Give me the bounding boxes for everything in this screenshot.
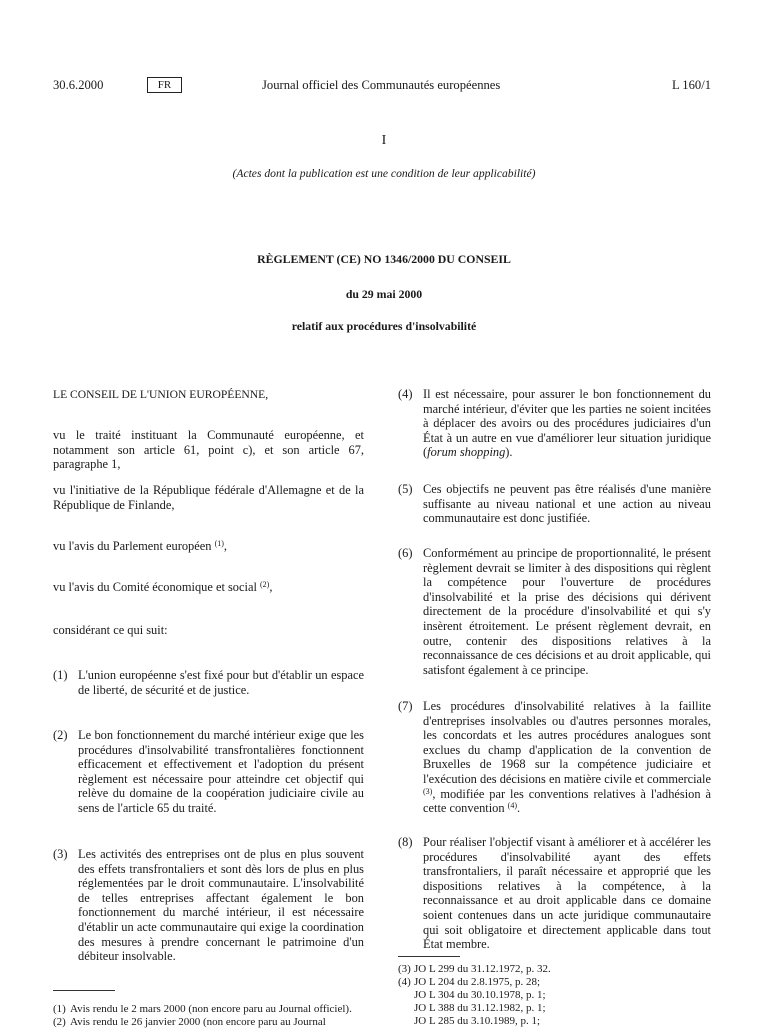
recital-7	[398, 699, 711, 817]
recital-text: Pour réaliser l'objectif visant à améliorer et à accélérer les procédures d'insolvabilité ayant des effets transfrontaliers, il paraît nécessaire et approprié que les dispositions relatives à la compétence, à la reconnaissance et au droit applicable dans ce domaine soient contenues dans un acte juridique communautaire qui soit obligatoire et directement applicable dans tout État membre.	[423, 835, 711, 952]
recital-text: Les activités des entreprises ont de plus en plus souvent des effets transfrontaliers et sont dès lors de plus en plus réglementées par le droit communautaire. L'insolvabilité de telles entreprises affectant également le bon fonctionnement du marché intérieur, il est nécessaire d'établir un acte communautaire qui exige la coordination des mesures à prendre concernant le patrimoine d'un débiteur insolvable.	[78, 847, 364, 964]
footnote-ref-1: (1)	[214, 539, 224, 548]
visa-ecosoc: vu l'avis du Comité économique et social $^{(2)}$,	[53, 580, 273, 594]
recital-text	[423, 699, 711, 816]
footnote-4	[398, 976, 711, 989]
visa-parliament-text: vu l'avis du Parlement européen	[53, 539, 212, 553]
recital-6	[398, 546, 711, 680]
recital-number: (6)	[398, 546, 413, 560]
footnote-2	[53, 1016, 373, 1029]
recital-text: L'union européenne s'est fixé pour but d'établir un espace de liberté, de sécurité et de justice.	[78, 668, 364, 697]
section-subtitle: (Actes dont la publication est une condition de leur applicabilité)	[232, 167, 536, 180]
footnote-ref-3: (3)	[423, 786, 433, 796]
footnote-1	[53, 1003, 373, 1016]
recital-text-italic: forum shopping	[427, 445, 506, 460]
recital-number: (7)	[398, 699, 413, 713]
considering-line: considérant ce qui suit:	[53, 623, 168, 637]
recital-number: (2)	[53, 728, 68, 742]
footnote-number: (3)	[398, 963, 411, 975]
recital-text-part: .	[516, 801, 521, 816]
recital-text	[423, 387, 711, 460]
recital-text: Le bon fonctionnement du marché intérieur exige que les procédures d'insolvabilité transfrontalières fonctionnent efficacement et effectivement et l'adoption du présent règlement est nécessaire pour atteindre cet objectif qui relève du domaine de la coopération judiciaire civile au sens de l'article 65 du traité.	[78, 728, 364, 815]
recital-text-part: , modifiée par les conventions relatives à l'adhésion à cette convention	[423, 786, 711, 816]
journal-title: Journal officiel des Communautés européennes	[262, 78, 501, 92]
recital-1	[53, 668, 364, 700]
footnote-text: JO L 204 du 2.8.1975, p. 28;	[414, 976, 541, 988]
council-heading: LE CONSEIL DE L'UNION EUROPÉENNE,	[53, 388, 269, 401]
recital-number: (5)	[398, 482, 413, 496]
regulation-date: du 29 mai 2000	[345, 287, 423, 301]
recital-2	[53, 728, 364, 818]
footnote-text: Avis rendu le 26 janvier 2000 (non encore paru au Journal	[70, 1016, 326, 1028]
footnote-4-continued: JO L 304 du 30.10.1978, p. 1;	[414, 989, 546, 1001]
recital-text-part: ).	[505, 445, 513, 460]
recital-4	[398, 387, 711, 462]
visa-initiative: vu l'initiative de la République fédérale d'Allemagne et de la République de Finlande,	[53, 483, 364, 512]
recital-text: Conformément au principe de proportionnalité, le présent règlement devrait se limiter à des dispositions qui règlent la compétence pour l'ouverture de procédures d'insolvabilité et la prise des décisions qui dérivent directement de la procédure d'insolvabilité et qui s'y insèrent étroitement. Le présent règlement devrait, en outre, contenir des dispositions relatives à la reconnaissance de ces décisions et au droit applicable, qui satisfont également à ce principe.	[423, 546, 711, 677]
recital-3	[53, 847, 364, 965]
footnote-4-continued: JO L 388 du 31.12.1982, p. 1;	[414, 1002, 546, 1014]
recital-number: (3)	[53, 847, 68, 861]
recital-text-part: Il est nécessaire, pour assurer le bon fonctionnement du marché intérieur, d'éviter que les parties ne soient incitées à déplacer des avoirs ou des procédures judiciaires d'un État à un autre en vue d'améliorer leur situation juridique (	[423, 387, 711, 460]
footnote-3	[398, 963, 711, 976]
footnote-4-continued: JO L 285 du 3.10.1989, p. 1;	[414, 1015, 541, 1027]
language-badge: FR	[147, 77, 182, 93]
footnote-text: Avis rendu le 2 mars 2000 (non encore paru au Journal officiel).	[70, 1003, 352, 1015]
header-date: 30.6.2000	[53, 78, 104, 92]
page-number: L 160/1	[671, 78, 711, 92]
footnote-text: JO L 299 du 31.12.1972, p. 32.	[414, 963, 551, 975]
recital-text-part: Les procédures d'insolvabilité relatives à la faillite d'entreprises insolvables ou d'autres personnes morales, les concordats et les autres procédures analogues sont exclues du champ d'application de la convention de Bruxelles de 1968 sur la compétence judiciaire et l'exécution des décisions en matière civile et commerciale	[423, 699, 711, 786]
visa-parliament: vu l'avis du Parlement européen $^{(1)}$,	[53, 539, 227, 553]
footnote-divider	[53, 990, 115, 991]
regulation-title: RÈGLEMENT (CE) NO 1346/2000 DU CONSEIL	[257, 252, 511, 266]
footnote-ref-2: (2)	[260, 580, 270, 589]
footnote-number: (2)	[53, 1016, 66, 1028]
footnote-ref-4: (4)	[507, 801, 517, 811]
recital-text: Ces objectifs ne peuvent pas être réalisés d'une manière suffisante au niveau national et une action au niveau communautaire est donc justifiée.	[423, 482, 711, 526]
recital-number: (1)	[53, 668, 68, 682]
visa-treaty: vu le traité instituant la Communauté européenne, et notamment son article 61, point c), et son article 67, paragraphe 1,	[53, 428, 364, 472]
footnote-number: (4)	[398, 976, 411, 988]
recital-number: (4)	[398, 387, 413, 401]
section-number: I	[381, 133, 387, 148]
visa-ecosoc-text: vu l'avis du Comité économique et social	[53, 580, 257, 594]
regulation-subject: relatif aux procédures d'insolvabilité	[291, 319, 477, 333]
recital-5	[398, 482, 711, 528]
footnote-number: (1)	[53, 1003, 66, 1015]
recital-8	[398, 835, 711, 952]
recital-number: (8)	[398, 835, 413, 849]
footnote-divider	[398, 956, 460, 957]
